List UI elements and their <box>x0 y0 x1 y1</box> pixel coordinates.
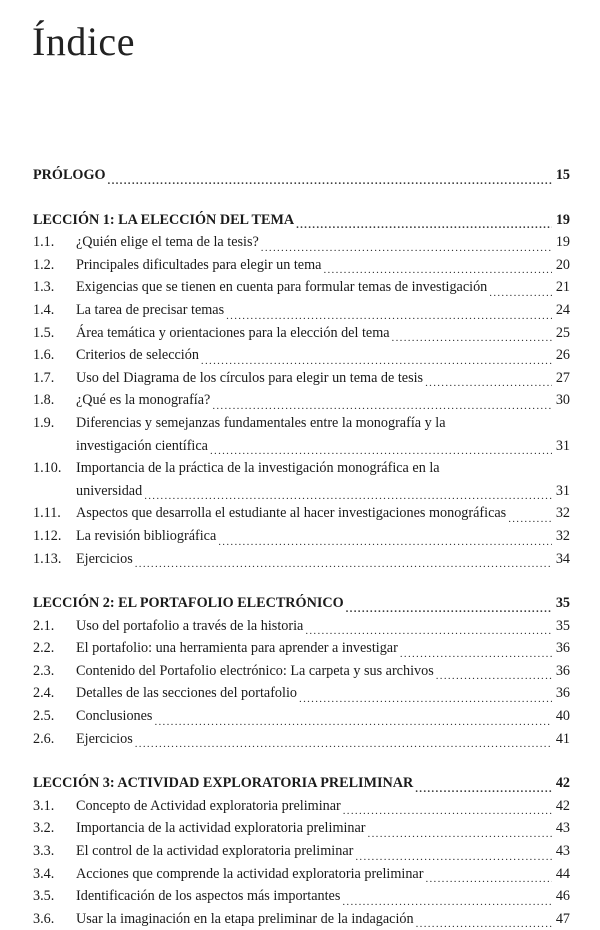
dot-leader <box>342 890 552 908</box>
dot-leader <box>135 732 552 750</box>
toc-page-number: 32 <box>555 527 570 544</box>
toc-entry-number: 1.11. <box>33 505 61 522</box>
toc-entry[interactable] <box>33 548 570 571</box>
toc-entry[interactable] <box>33 276 570 299</box>
toc-page-number: 36 <box>555 685 570 702</box>
dot-leader <box>355 845 552 863</box>
toc-lesson-heading[interactable] <box>33 772 570 795</box>
toc-page-number: 19 <box>555 211 570 228</box>
toc-entry[interactable] <box>33 908 570 930</box>
toc-entry[interactable] <box>33 885 570 908</box>
toc-entry-number: 1.7. <box>33 369 55 386</box>
toc-page-number: 31 <box>555 437 570 454</box>
toc-entry-label: La revisión bibliográfica <box>76 527 217 544</box>
toc-entry[interactable] <box>33 254 570 277</box>
toc-entry-number: 1.9. <box>33 414 55 431</box>
toc-page-number: 36 <box>555 640 570 657</box>
toc-entry-number: 3.4. <box>33 865 55 882</box>
toc-entry-number: 1.5. <box>33 324 55 341</box>
toc-entry-label: Exigencias que se tienen en cuenta para formular temas de investigación <box>76 279 488 296</box>
dot-leader <box>201 349 552 367</box>
dot-leader <box>296 213 552 231</box>
toc-page-number: 34 <box>555 550 570 567</box>
toc-entry[interactable] <box>33 525 570 548</box>
toc-entry-label: Uso del portafolio a través de la historia <box>76 617 304 634</box>
toc-page-number: 24 <box>555 301 570 318</box>
toc-entry-label: Concepto de Actividad exploratoria preliminar <box>76 797 341 814</box>
toc-entry-label: LECCIÓN 1: LA ELECCIÓN DEL TEMA <box>33 211 295 228</box>
toc-entry-label: Identificación de los aspectos más importantes <box>76 888 341 905</box>
toc-lesson-heading[interactable] <box>33 592 570 615</box>
toc-entry-label: Ejercicios <box>76 730 133 747</box>
dot-leader <box>346 597 552 615</box>
toc-page-number: 15 <box>555 167 570 183</box>
page-title: Índice <box>32 19 135 64</box>
toc-lesson-heading[interactable] <box>33 209 570 232</box>
toc-page-number: 30 <box>555 392 570 409</box>
toc-entry[interactable] <box>33 863 570 886</box>
toc-entry-number: 1.13. <box>33 550 62 567</box>
toc-entry-prologue[interactable] <box>33 164 570 187</box>
dot-leader <box>323 258 552 276</box>
toc-page-number: 21 <box>555 279 570 296</box>
toc-entry-number: 2.4. <box>33 685 55 702</box>
toc-page-number: 20 <box>555 256 570 273</box>
toc-entry-label: Ejercicios <box>76 550 133 567</box>
toc-entry-label: Diferencias y semejanzas fundamentales entre la monografía y la <box>76 414 446 431</box>
toc-entry-number: 2.6. <box>33 730 55 747</box>
toc-entry[interactable] <box>33 367 570 390</box>
toc-entry-number: 1.8. <box>33 392 55 409</box>
toc-entry-number: 2.1. <box>33 617 55 634</box>
toc-entry[interactable] <box>33 615 570 638</box>
toc-page-number: 26 <box>555 347 570 364</box>
toc-entry-label: Importancia de la práctica de la investigación monográfica en la <box>76 460 440 477</box>
toc-page-number: 42 <box>555 775 570 792</box>
toc-page-number: 40 <box>555 708 570 725</box>
toc-entry[interactable] <box>33 231 570 254</box>
toc-entry[interactable] <box>33 344 570 367</box>
toc-page-number: 19 <box>555 234 570 251</box>
toc-entry-number: 3.1. <box>33 797 55 814</box>
toc-entry-number: 2.3. <box>33 662 55 679</box>
toc-entry-label: Conclusiones <box>76 708 153 725</box>
section-gap <box>33 750 570 772</box>
toc-entry-number: 3.5. <box>33 888 55 905</box>
toc-entry[interactable] <box>33 502 570 525</box>
dot-leader <box>425 371 552 389</box>
toc-entry-label: Aspectos que desarrolla el estudiante al hacer investigaciones monográficas <box>76 505 507 522</box>
toc-entry-number: 2.2. <box>33 640 55 657</box>
toc-entry[interactable] <box>33 817 570 840</box>
toc-entry-number: 3.6. <box>33 910 55 927</box>
toc-entry[interactable] <box>33 682 570 705</box>
toc-entry-number: 1.12. <box>33 527 62 544</box>
table-of-contents <box>33 164 570 930</box>
toc-entry-number: 3.3. <box>33 843 55 860</box>
toc-page-number: 41 <box>555 730 570 747</box>
toc-entry-label: PRÓLOGO <box>33 167 106 183</box>
toc-page-number: 32 <box>555 505 570 522</box>
toc-entry-label: Acciones que comprende la actividad exploratoria preliminar <box>76 865 424 882</box>
toc-entry-number: 1.6. <box>33 347 55 364</box>
toc-entry-number: 1.2. <box>33 256 55 273</box>
toc-entry-label: Usar la imaginación en la etapa preliminar de la indagación <box>76 910 414 927</box>
toc-entry-label: Principales dificultades para elegir un tema <box>76 256 322 273</box>
toc-entry-label: ¿Qué es la monografía? <box>76 392 211 409</box>
dot-leader <box>108 169 552 187</box>
toc-entry[interactable] <box>33 705 570 728</box>
toc-entry-label: La tarea de precisar temas <box>76 301 225 318</box>
toc-entry[interactable] <box>33 840 570 863</box>
toc-entry-number: 2.5. <box>33 708 55 725</box>
dot-leader <box>489 281 552 299</box>
toc-entry[interactable] <box>33 457 570 502</box>
toc-page-number: 47 <box>555 910 570 927</box>
dot-leader <box>154 710 552 728</box>
dot-leader <box>218 530 552 548</box>
dot-leader <box>400 642 552 660</box>
toc-entry[interactable] <box>33 389 570 412</box>
toc-entry-label: Detalles de las secciones del portafolio <box>76 685 298 702</box>
toc-entry-number: 1.4. <box>33 301 55 318</box>
toc-page-number: 35 <box>555 617 570 634</box>
toc-entry-label: LECCIÓN 2: EL PORTAFOLIO ELECTRÓNICO <box>33 595 344 612</box>
dot-leader <box>415 777 552 795</box>
toc-entry-label-continued: universidad <box>76 482 143 499</box>
toc-entry-number: 3.2. <box>33 820 55 837</box>
dot-leader <box>368 822 552 840</box>
toc-entry[interactable] <box>33 322 570 345</box>
dot-leader <box>135 552 552 570</box>
dot-leader <box>226 304 552 322</box>
toc-page-number: 27 <box>555 369 570 386</box>
toc-entry-label: LECCIÓN 3: ACTIVIDAD EXPLORATORIA PRELIMINAR <box>33 775 414 792</box>
toc-page-number: 44 <box>555 865 570 882</box>
toc-entry[interactable] <box>33 637 570 660</box>
toc-page-number: 35 <box>555 595 570 612</box>
toc-page-number: 43 <box>555 843 570 860</box>
dot-leader <box>436 664 552 682</box>
toc-page-number: 31 <box>555 482 570 499</box>
section-gap <box>33 187 570 209</box>
dot-leader <box>392 326 552 344</box>
toc-entry[interactable] <box>33 660 570 683</box>
toc-entry[interactable] <box>33 728 570 751</box>
toc-entry[interactable] <box>33 795 570 818</box>
dot-leader <box>425 867 552 885</box>
toc-entry-label: Área temática y orientaciones para la elección del tema <box>76 324 390 341</box>
toc-entry-label: Importancia de la actividad exploratoria preliminar <box>76 820 366 837</box>
dot-leader <box>212 394 552 412</box>
dot-leader <box>299 687 552 705</box>
toc-entry-number: 1.3. <box>33 279 55 296</box>
toc-page-number: 25 <box>555 324 570 341</box>
toc-entry-label: ¿Quién elige el tema de la tesis? <box>76 234 259 251</box>
dot-leader <box>416 912 552 930</box>
dot-leader <box>508 507 552 525</box>
dot-leader <box>305 619 552 637</box>
dot-leader <box>261 236 552 254</box>
toc-entry-label: El portafolio: una herramienta para aprender a investigar <box>76 640 398 657</box>
toc-entry-label: Uso del Diagrama de los círculos para elegir un tema de tesis <box>76 369 424 386</box>
dot-leader <box>343 799 552 817</box>
toc-entry-number: 1.10. <box>33 460 62 477</box>
toc-page-number: 36 <box>555 662 570 679</box>
toc-entry[interactable] <box>33 412 570 457</box>
dot-leader <box>144 484 552 502</box>
lessons-container <box>33 187 570 930</box>
toc-entry-label: Contenido del Portafolio electrónico: La carpeta y sus archivos <box>76 662 434 679</box>
toc-page-number: 46 <box>555 888 570 905</box>
toc-page-number: 43 <box>555 820 570 837</box>
toc-entry-number: 1.1. <box>33 234 55 251</box>
toc-entry-label-continued: investigación científica <box>76 437 208 454</box>
toc-page-number: 42 <box>555 797 570 814</box>
toc-entry[interactable] <box>33 299 570 322</box>
toc-entry-label: Criterios de selección <box>76 347 199 364</box>
toc-entry-label: El control de la actividad exploratoria preliminar <box>76 843 354 860</box>
section-gap <box>33 570 570 592</box>
dot-leader <box>210 439 552 457</box>
